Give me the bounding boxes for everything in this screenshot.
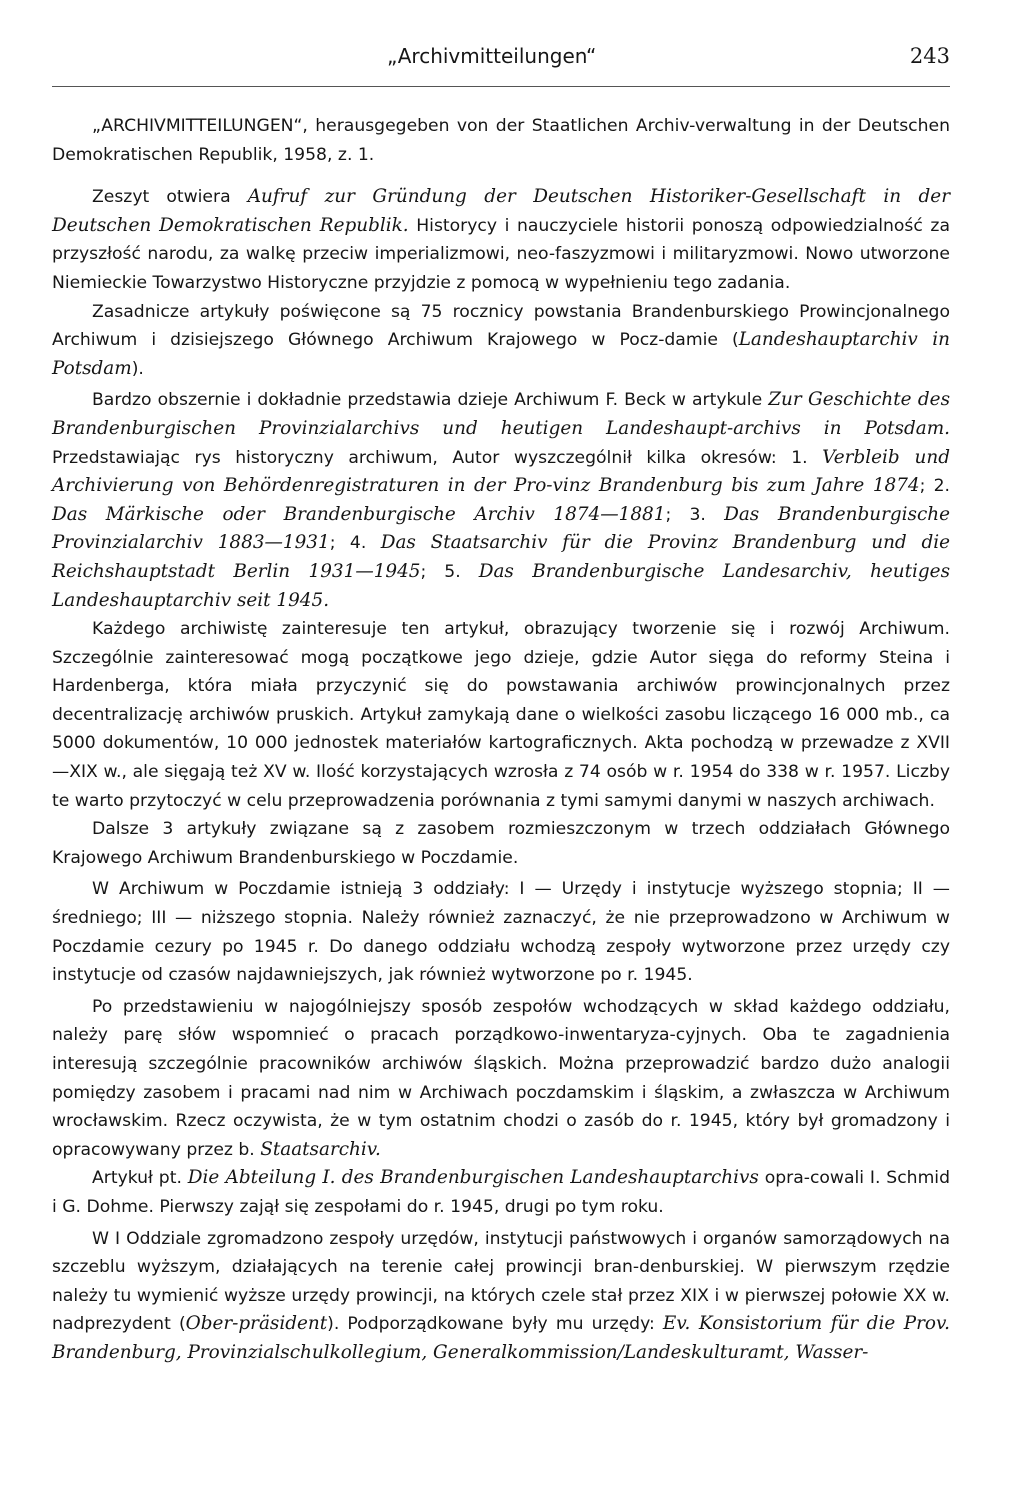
- p1-italic: Aufruf zur Gründung der Deutschen Historiker-Gesellschaft in der Deutschen Demokratischen Republik.: [52, 186, 950, 236]
- p2-italic: Landeshauptarchiv in Potsdam: [52, 329, 950, 379]
- p9-italic-1: Ober-präsident: [185, 1313, 328, 1335]
- p3-text-a: Bardzo obszernie i dokładnie przedstawia dzieje Archiwum F. Beck w artykule: [92, 390, 769, 411]
- p1-text-a: Zeszyt otwiera: [92, 187, 248, 208]
- review-heading: „ARCHIVMITTEILUNGEN“, herausgegeben von der Staatlichen Archiv-verwaltung in der Deutschen Demokratischen Republik, 1958, z. 1.: [52, 116, 950, 165]
- p3-italic-5: Das Staatsarchiv für die Provinz Brandenburg und die Reichshauptstadt Berlin 1931—1945: [52, 532, 950, 582]
- paragraph-7: [52, 993, 950, 1165]
- p3-text-f: ; 5.: [420, 561, 479, 582]
- p3-text-d: ; 3.: [665, 504, 725, 525]
- running-head: [52, 44, 950, 80]
- p3-italic-6: Das Brandenburgische Landesarchiv, heutiges Landeshauptarchiv seit 1945.: [52, 560, 951, 611]
- p7-italic: Staatsarchiv.: [260, 1138, 381, 1160]
- paragraph-3: [52, 386, 950, 615]
- p8-text-a: Artykuł pt.: [92, 1168, 188, 1189]
- p2-text-b: ).: [131, 358, 144, 379]
- p1-text-b: Historycy i nauczyciele historii ponoszą odpowiedzialność za przyszłość narodu, za walkę przeciw imperializmowi, neo-faszyzmowi i militaryzmowi. Nowo utworzone Niemieckie Towarzystwo Historyczne przyjdzie z pomocą w wypełnieniu tego zadania.: [52, 215, 950, 293]
- p3-italic-4: Das Brandenburgische Provinzialarchiv 1883—1931: [52, 503, 950, 554]
- paragraph-6: W Archiwum w Poczdamie istnieją 3 oddziały: I — Urzędy i instytucje wyższego stopnia; II — średniego; III — niższego stopnia. Należy również zaznaczyć, że nie przeprowadzono w Archiwum w Poczdamie cezury po 1945 r. Do danego oddziału wchodzą zespoły wytworzone przez urzędy czy instytucje od czasów najdawniejszych, jak również wytworzone po r. 1945.: [52, 879, 950, 986]
- paragraph-9: [52, 1225, 950, 1368]
- paragraph-1: [52, 183, 950, 297]
- p3-text-e: ; 4.: [329, 533, 381, 554]
- page-number: 243: [909, 44, 950, 68]
- header-rule: [52, 86, 950, 87]
- p9-text-a: W I Oddziale zgromadzono zespoły urzędów, instytucji państwowych i organów samorządowych na szczeblu wyższym, działających na terenie całej prowincji bran-denburskiej. W pierwszym rzędzie należy tu wymienić wyższe urzędy prowincji, na których czele stał przez XIX i w pierwszej połowie XX w. nadprezydent (: [52, 1228, 950, 1335]
- paragraph-5: Dalsze 3 artykuły związane są z zasobem rozmieszczonym w trzech oddziałach Głównego Krajowego Archiwum Brandenburskiego w Poczdamie.: [52, 819, 950, 868]
- running-title: „Archivmitteilungen“: [387, 44, 597, 68]
- article-body: [52, 112, 950, 1368]
- p3-italic-1: Zur Geschichte des Brandenburgischen Provinzialarchivs und heutigen Landeshaupt-archivs in Potsdam.: [52, 389, 951, 439]
- p3-italic-3: Das Märkische oder Brandenburgische Archiv 1874—1881: [52, 503, 666, 525]
- p7-text-a: Po przedstawieniu w najogólniejszy sposób zespołów wchodzących w skład każdego oddziału, należy parę słów wspomnieć o pracach porządkowo-inwentaryza-cyjnych. Oba te zagadnienia interesują szczególnie pracowników archiwów śląskich. Można przeprowadzić bardzo dużo analogii pomiędzy zasobem i pracami nad nim w Archiwach poczdamskim i śląskim, a zwłaszcza w Archiwum wrocławskim. Rzecz oczywista, że w tym ostatnim chodzi o zasób do r. 1945, który był gromadzony i opracowywany przez b.: [52, 996, 950, 1160]
- paragraph-4: Każdego archiwistę zainteresuje ten artykuł, obrazujący tworzenie się i rozwój Archiwum. Szczególnie zainteresować mogą początkowe jego dzieje, gdzie Autor sięga do reformy Steina i Hardenberga, która miała przyczynić się do powstawania archiwów prowincjonalnych przez decentralizację archiwów pruskich. Artykuł zamykają dane o wielkości zasobu liczącego 16 000 mb., ca 5000 dokumentów, 10 000 jednostek materiałów kartograficznych. Akta pochodzą w przewadze z XVII—XIX w., ale sięgają też XV w. Ilość korzystających wzrosła z 74 osób w r. 1954 do 338 w r. 1957. Liczby te warto przytoczyć w celu przeprowadzenia porównania z tymi samymi danymi w naszych archiwach.: [52, 619, 950, 811]
- p3-italic-2: Verbleib und Archivierung von Behördenregistraturen in der Pro-vinz Brandenburg bis zum Jahre 1874: [52, 446, 950, 497]
- p9-italic-2: Ev. Konsistorium für die Prov. Brandenburg, Provinzialschulkollegium, Generalkommission/Landeskulturamt, Wasser-: [52, 1313, 950, 1363]
- p3-text-c: ; 2.: [919, 476, 950, 497]
- p8-text-b: opra-cowali I. Schmid i G. Dohme. Pierwszy zajął się zespołami do r. 1945, drugi po tym roku.: [52, 1168, 950, 1217]
- p8-italic: Die Abteilung I. des Brandenburgischen Landeshauptarchivs: [187, 1167, 759, 1189]
- p2-text-a: Zasadnicze artykuły poświęcone są 75 rocznicy powstania Brandenburskiego Prowincjonalnego Archiwum i dzisiejszego Głównego Archiwum Krajowego w Pocz-damie (: [52, 301, 950, 351]
- p3-text-b: Przedstawiając rys historyczny archiwum, Autor wyszczególnił kilka okresów: 1.: [52, 447, 823, 468]
- paragraph-2: [52, 298, 950, 384]
- p9-text-b: ). Podporządkowane były mu urzędy:: [327, 1314, 663, 1335]
- paragraph-8: [52, 1164, 950, 1221]
